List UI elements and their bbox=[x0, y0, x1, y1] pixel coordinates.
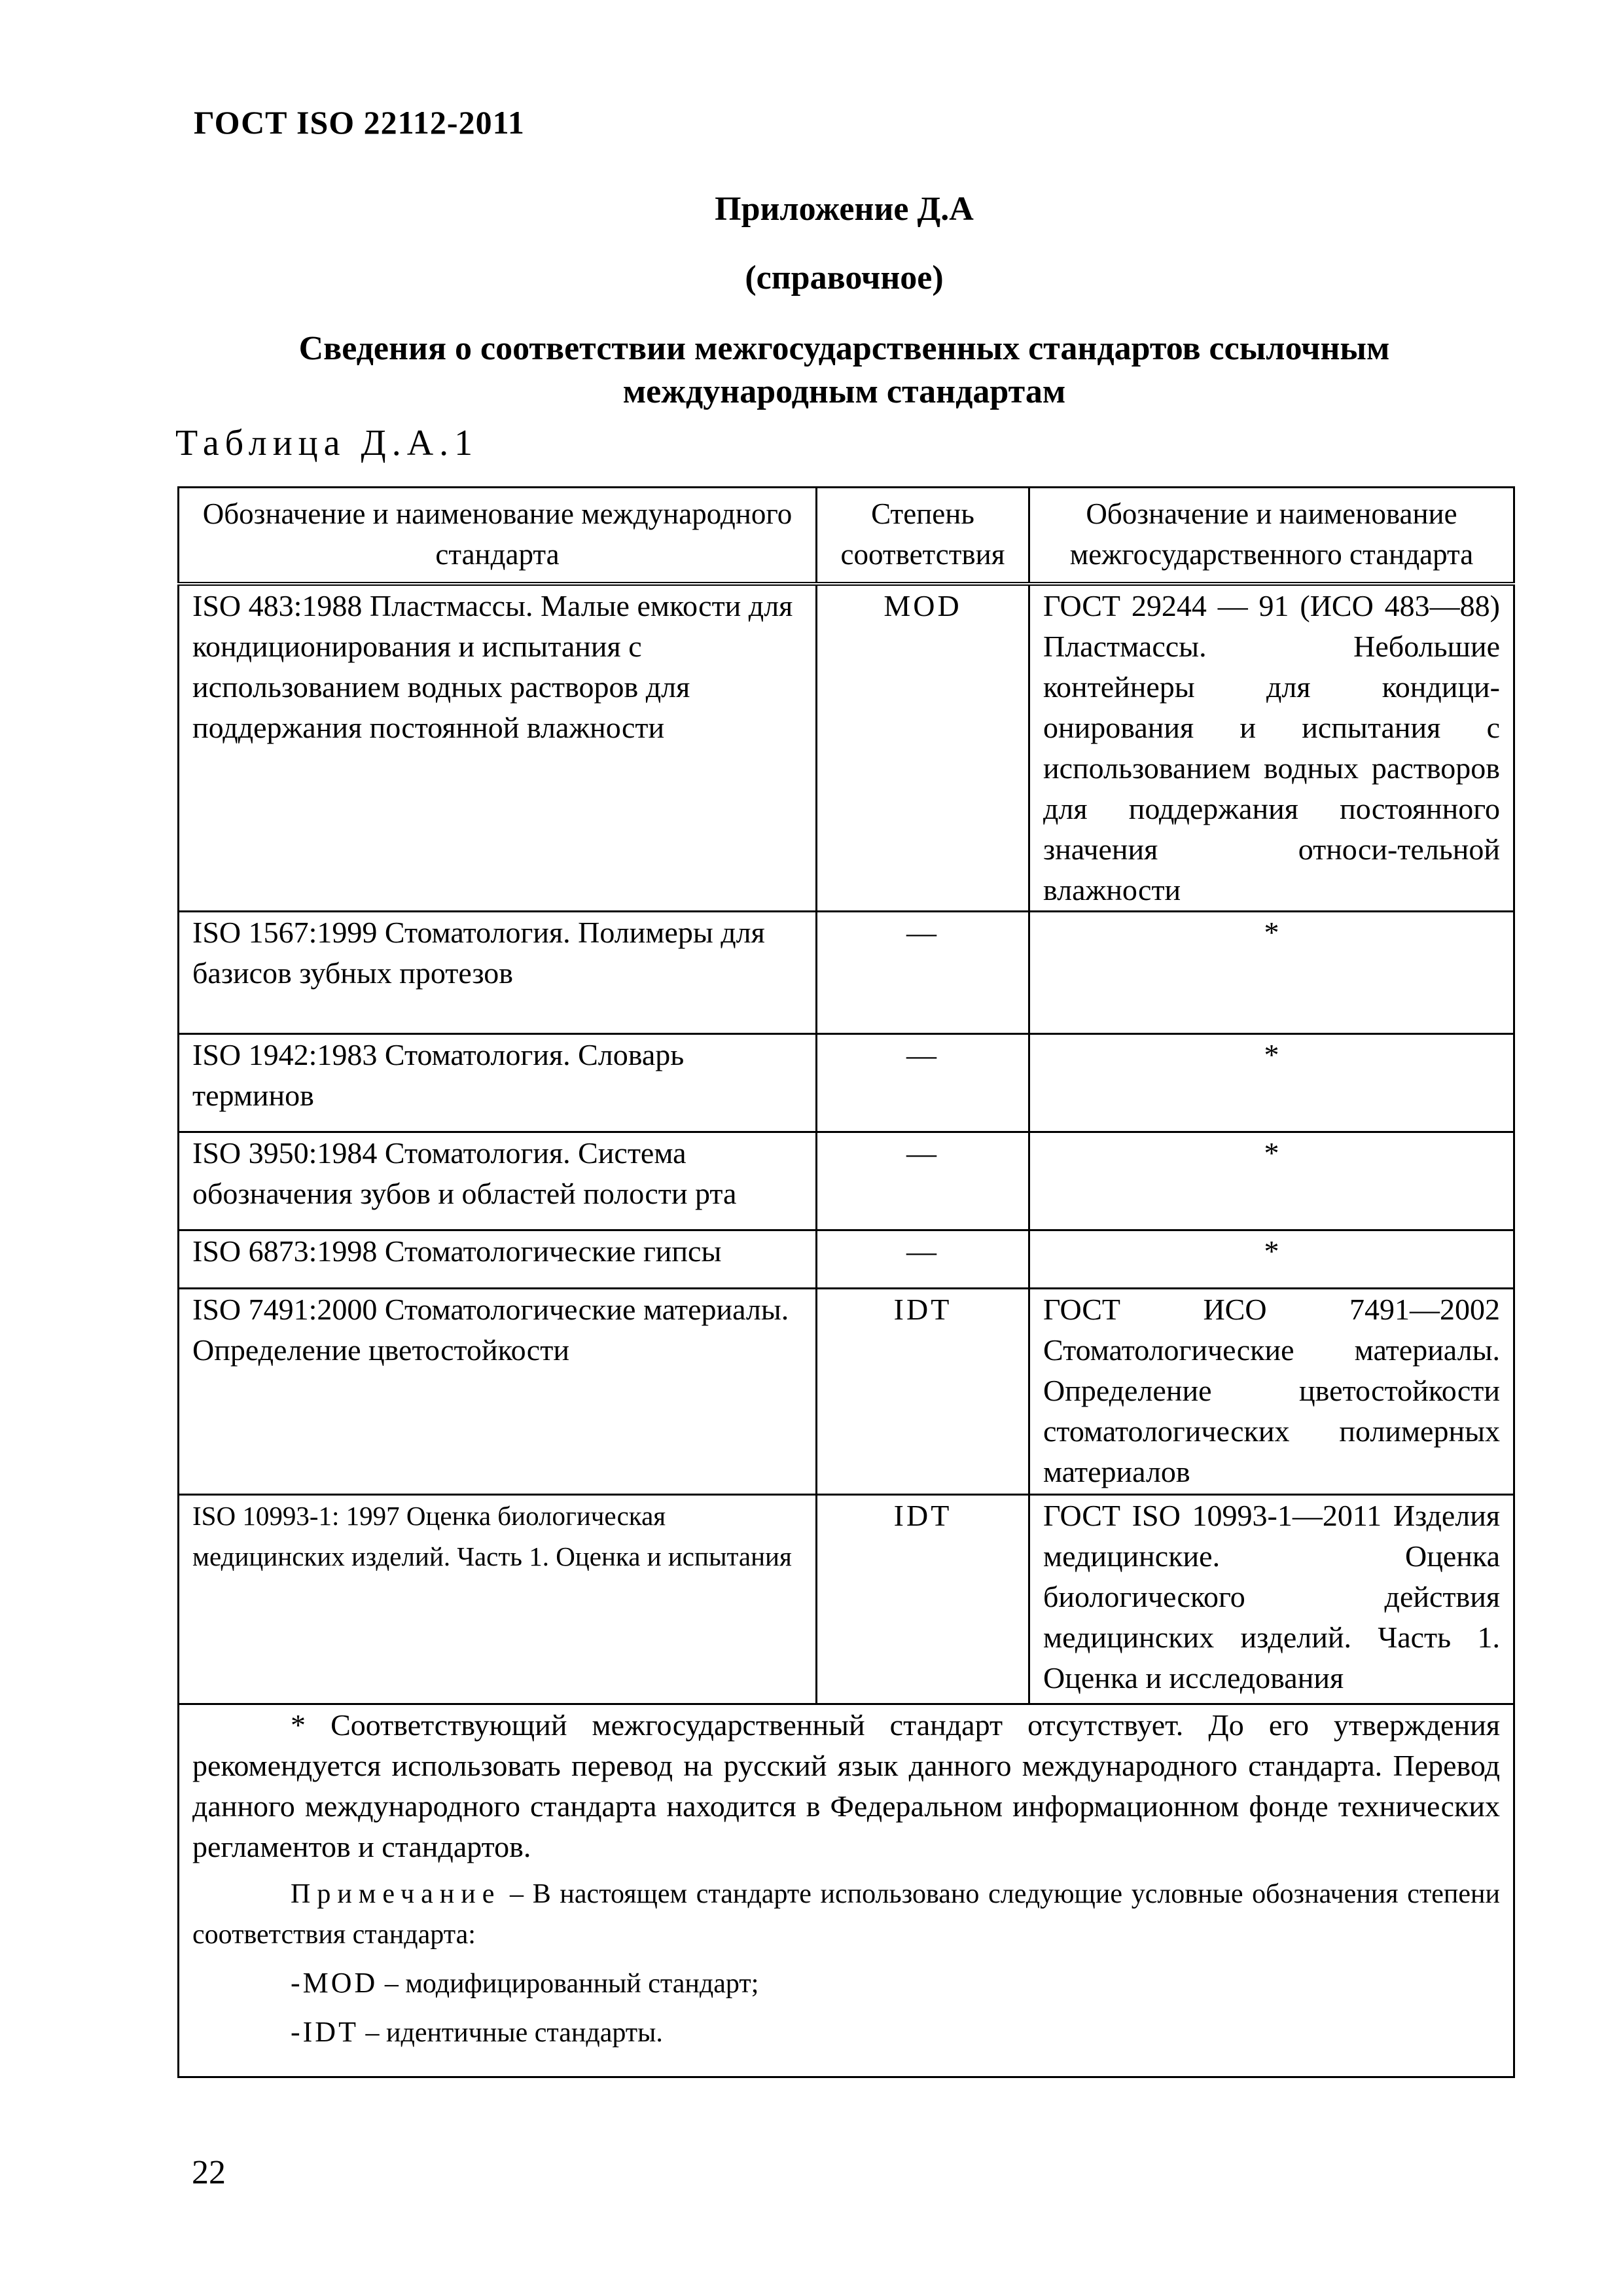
note-item-mod bbox=[192, 1963, 1500, 2004]
section-title-line-2: международным стандартам bbox=[622, 373, 1066, 410]
correspondence-degree-cell: — bbox=[817, 1033, 1029, 1132]
header-correspondence-degree: Степень соответствия bbox=[817, 488, 1029, 584]
header-international-standard: Обозначение и наименование международного стандарта bbox=[179, 488, 817, 584]
note-label: Примечание bbox=[291, 1878, 501, 1909]
international-standard-cell: ISO 3950:1984 Стоматология. Система обозначения зубов и областей полости рта bbox=[179, 1132, 817, 1230]
international-standard-cell: ISO 483:1988 Пластмассы. Малые емкости для кондиционирования и испытания с использованием водных растворов для поддержания постоянной влажности bbox=[179, 584, 817, 912]
interstate-standard-cell: ГОСТ 29244 — 91 (ИСО 483—88) Пластмассы. Небольшие контейнеры для кондици-онирования и испытания с использованием водных растворов для поддержания постоянного значения относи-тельной влажности bbox=[1029, 584, 1514, 912]
interstate-standard-cell: * bbox=[1029, 911, 1514, 1033]
international-standard-cell: ISO 10993-1: 1997 Оценка биологическая медицинских изделий. Часть 1. Оценка и испытания bbox=[179, 1494, 817, 1704]
table-footnote: * Соответствующий межгосударственный стандарт отсутствует. До его утверждения рекомендуется использовать перевод на русский язык данного международного стандарта. Перевод данного международного стандарта находится в Федеральном информационном фонде технических регламентов и стандартов. bbox=[192, 1708, 1500, 1863]
table-row bbox=[179, 1230, 1514, 1288]
interstate-standard-cell: * bbox=[1029, 1230, 1514, 1288]
page-number: 22 bbox=[192, 2154, 226, 2191]
correspondence-degree-cell: IDT bbox=[817, 1494, 1029, 1704]
table-row bbox=[179, 911, 1514, 1033]
table-note bbox=[192, 1874, 1500, 1955]
note-text: – В настоящем стандарте использовано следующие условные обозначения степени соответствия стандарта: bbox=[192, 1878, 1500, 1950]
correspondence-degree-cell: IDT bbox=[817, 1288, 1029, 1494]
correspondence-degree-cell: — bbox=[817, 1132, 1029, 1230]
table-row bbox=[179, 1033, 1514, 1132]
interstate-standard-cell: * bbox=[1029, 1132, 1514, 1230]
note-item-text: – модифицированный стандарт; bbox=[378, 1968, 759, 1999]
table-row bbox=[179, 1288, 1514, 1494]
table-notes-cell bbox=[179, 1704, 1514, 2077]
correspondence-table bbox=[177, 486, 1515, 2078]
table-row bbox=[179, 584, 1514, 912]
appendix-kind: (справочное) bbox=[745, 259, 944, 296]
interstate-standard-cell: ГОСТ ИСО 7491—2002 Стоматологические материалы. Определение цветостойкости стоматологических полимерных материалов bbox=[1029, 1288, 1514, 1494]
international-standard-cell: ISO 6873:1998 Стоматологические гипсы bbox=[179, 1230, 817, 1288]
note-item-idt bbox=[192, 2012, 1500, 2053]
table-row bbox=[179, 1132, 1514, 1230]
correspondence-degree-cell: MOD bbox=[817, 584, 1029, 912]
section-title bbox=[196, 327, 1492, 414]
note-item-code: -MOD bbox=[291, 1966, 378, 1999]
interstate-standard-cell: ГОСТ ISO 10993-1—2011 Изделия медицинские. Оценка биологического действия медицинских изделий. Часть 1. Оценка и исследования bbox=[1029, 1494, 1514, 1704]
international-standard-cell: ISO 7491:2000 Стоматологические материалы. Определение цветостойкости bbox=[179, 1288, 817, 1494]
table-notes-row bbox=[179, 1704, 1514, 2077]
section-title-line-1: Сведения о соответствии межгосударственных стандартов ссылочным bbox=[298, 330, 1390, 367]
international-standard-cell: ISO 1942:1983 Стоматология. Словарь терминов bbox=[179, 1033, 817, 1132]
document-id: ГОСТ ISO 22112-2011 bbox=[194, 104, 525, 141]
correspondence-degree-cell: — bbox=[817, 911, 1029, 1033]
note-item-text: – идентичные стандарты. bbox=[358, 2017, 663, 2048]
appendix-title: Приложение Д.А bbox=[715, 190, 974, 228]
table-row bbox=[179, 1494, 1514, 1704]
table-caption: Таблица Д.А.1 bbox=[175, 423, 479, 463]
note-item-code: -IDT bbox=[291, 2015, 359, 2048]
interstate-standard-cell: * bbox=[1029, 1033, 1514, 1132]
international-standard-cell: ISO 1567:1999 Стоматология. Полимеры для базисов зубных протезов bbox=[179, 911, 817, 1033]
header-interstate-standard: Обозначение и наименование межгосударственного стандарта bbox=[1029, 488, 1514, 584]
correspondence-degree-cell: — bbox=[817, 1230, 1029, 1288]
table-header-row bbox=[179, 488, 1514, 584]
